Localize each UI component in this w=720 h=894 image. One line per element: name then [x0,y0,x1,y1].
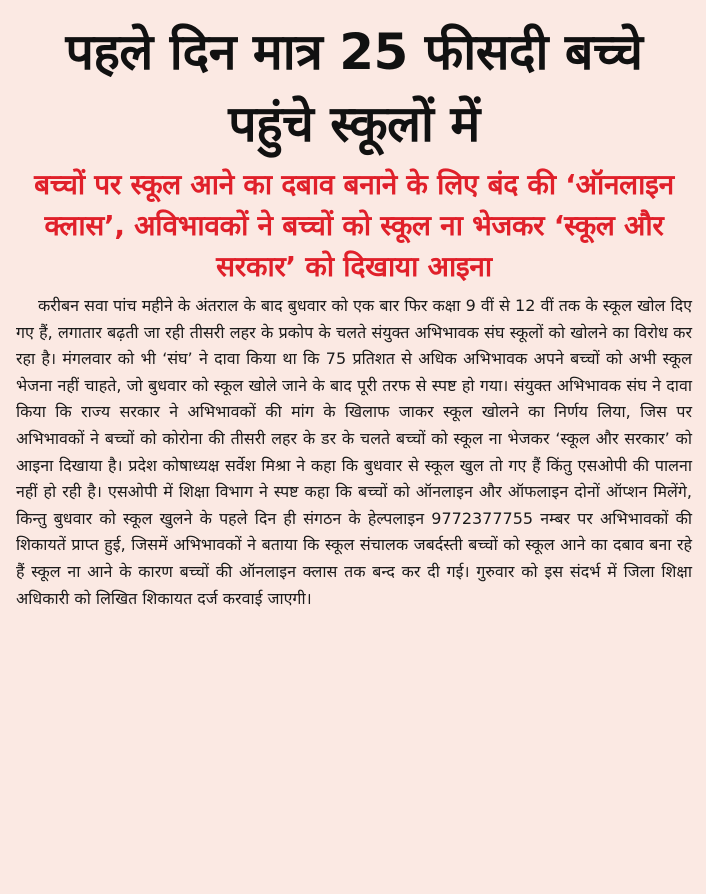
page-edge [706,0,720,894]
subheadline: बच्चों पर स्कूल आने का दबाव बनाने के लिए बंद की ‘ऑनलाइन क्लास’, अविभावकों ने बच्चों को स्कूल ना भेजकर ‘स्कूल और सरकार’ को दिखाया आइना [34,168,674,283]
article-body: करीबन सवा पांच महीने के अंतराल के बाद बुधवार को एक बार फिर कक्षा 9 वीं से 12 वीं तक के स्कूल खोल दिए गए हैं, लगातार बढ़ती जा रही तीसरी लहर के प्रकोप के चलते संयुक्त अभिभावक संघ स्कूलों को खोलने का विरोध कर रहा है। मंगलवार को भी ‘संघ’ ने दावा किया था कि 75 प्रतिशत से अधिक अभिभावक अपने बच्चों को अभी स्कूल भेजना नहीं चाहते, जो बुधवार को स्कूल खोले जाने के बाद पूरी तरफ से स्पष्ट हो गया। संयुक्त अभिभावक संघ ने दावा किया कि राज्य सरकार ने अभिभावकों की मांग के खिलाफ जाकर स्कूल खोलने का निर्णय लिया, जिस पर अभिभावकों ने बच्चों को कोरोना की तीसरी लहर के डर के चलते बच्चों को स्कूल ना भेजकर ‘स्कूल और सरकार’ को आइना दिखाया है। प्रदेश कोषाध्यक्ष सर्वेश मिश्रा ने कहा कि बुधवार से स्कूल खुल तो गए हैं किंतु एसओपी की पालना नहीं हो रही है। एसओपी में शिक्षा विभाग ने स्पष्ट कहा कि बच्चों को ऑनलाइन और ऑफलाइन दोनों ऑप्शन मिलेंगे, किन्तु बुधवार को स्कूल खुलने के पहले दिन ही संगठन के हेल्पलाइन 9772377755 नम्बर पर अभिभावकों की शिकायतें प्राप्त हुई, जिसमें अभिभावकों ने बताया कि स्कूल संचालक जबर्दस्ती बच्चों को स्कूल आने का दबाव बना रहे हैं स्कूल ना आने के कारण बच्चों की ऑनलाइन क्लास तक बन्द कर दी गई। गुरुवार को इस संदर्भ में जिला शिक्षा अधिकारी को लिखित शिकायत दर्ज करवाई जाएगी। [16,296,692,608]
headline: पहले दिन मात्र 25 फीसदी बच्चे पहुंचे स्कूलों में [65,23,643,153]
